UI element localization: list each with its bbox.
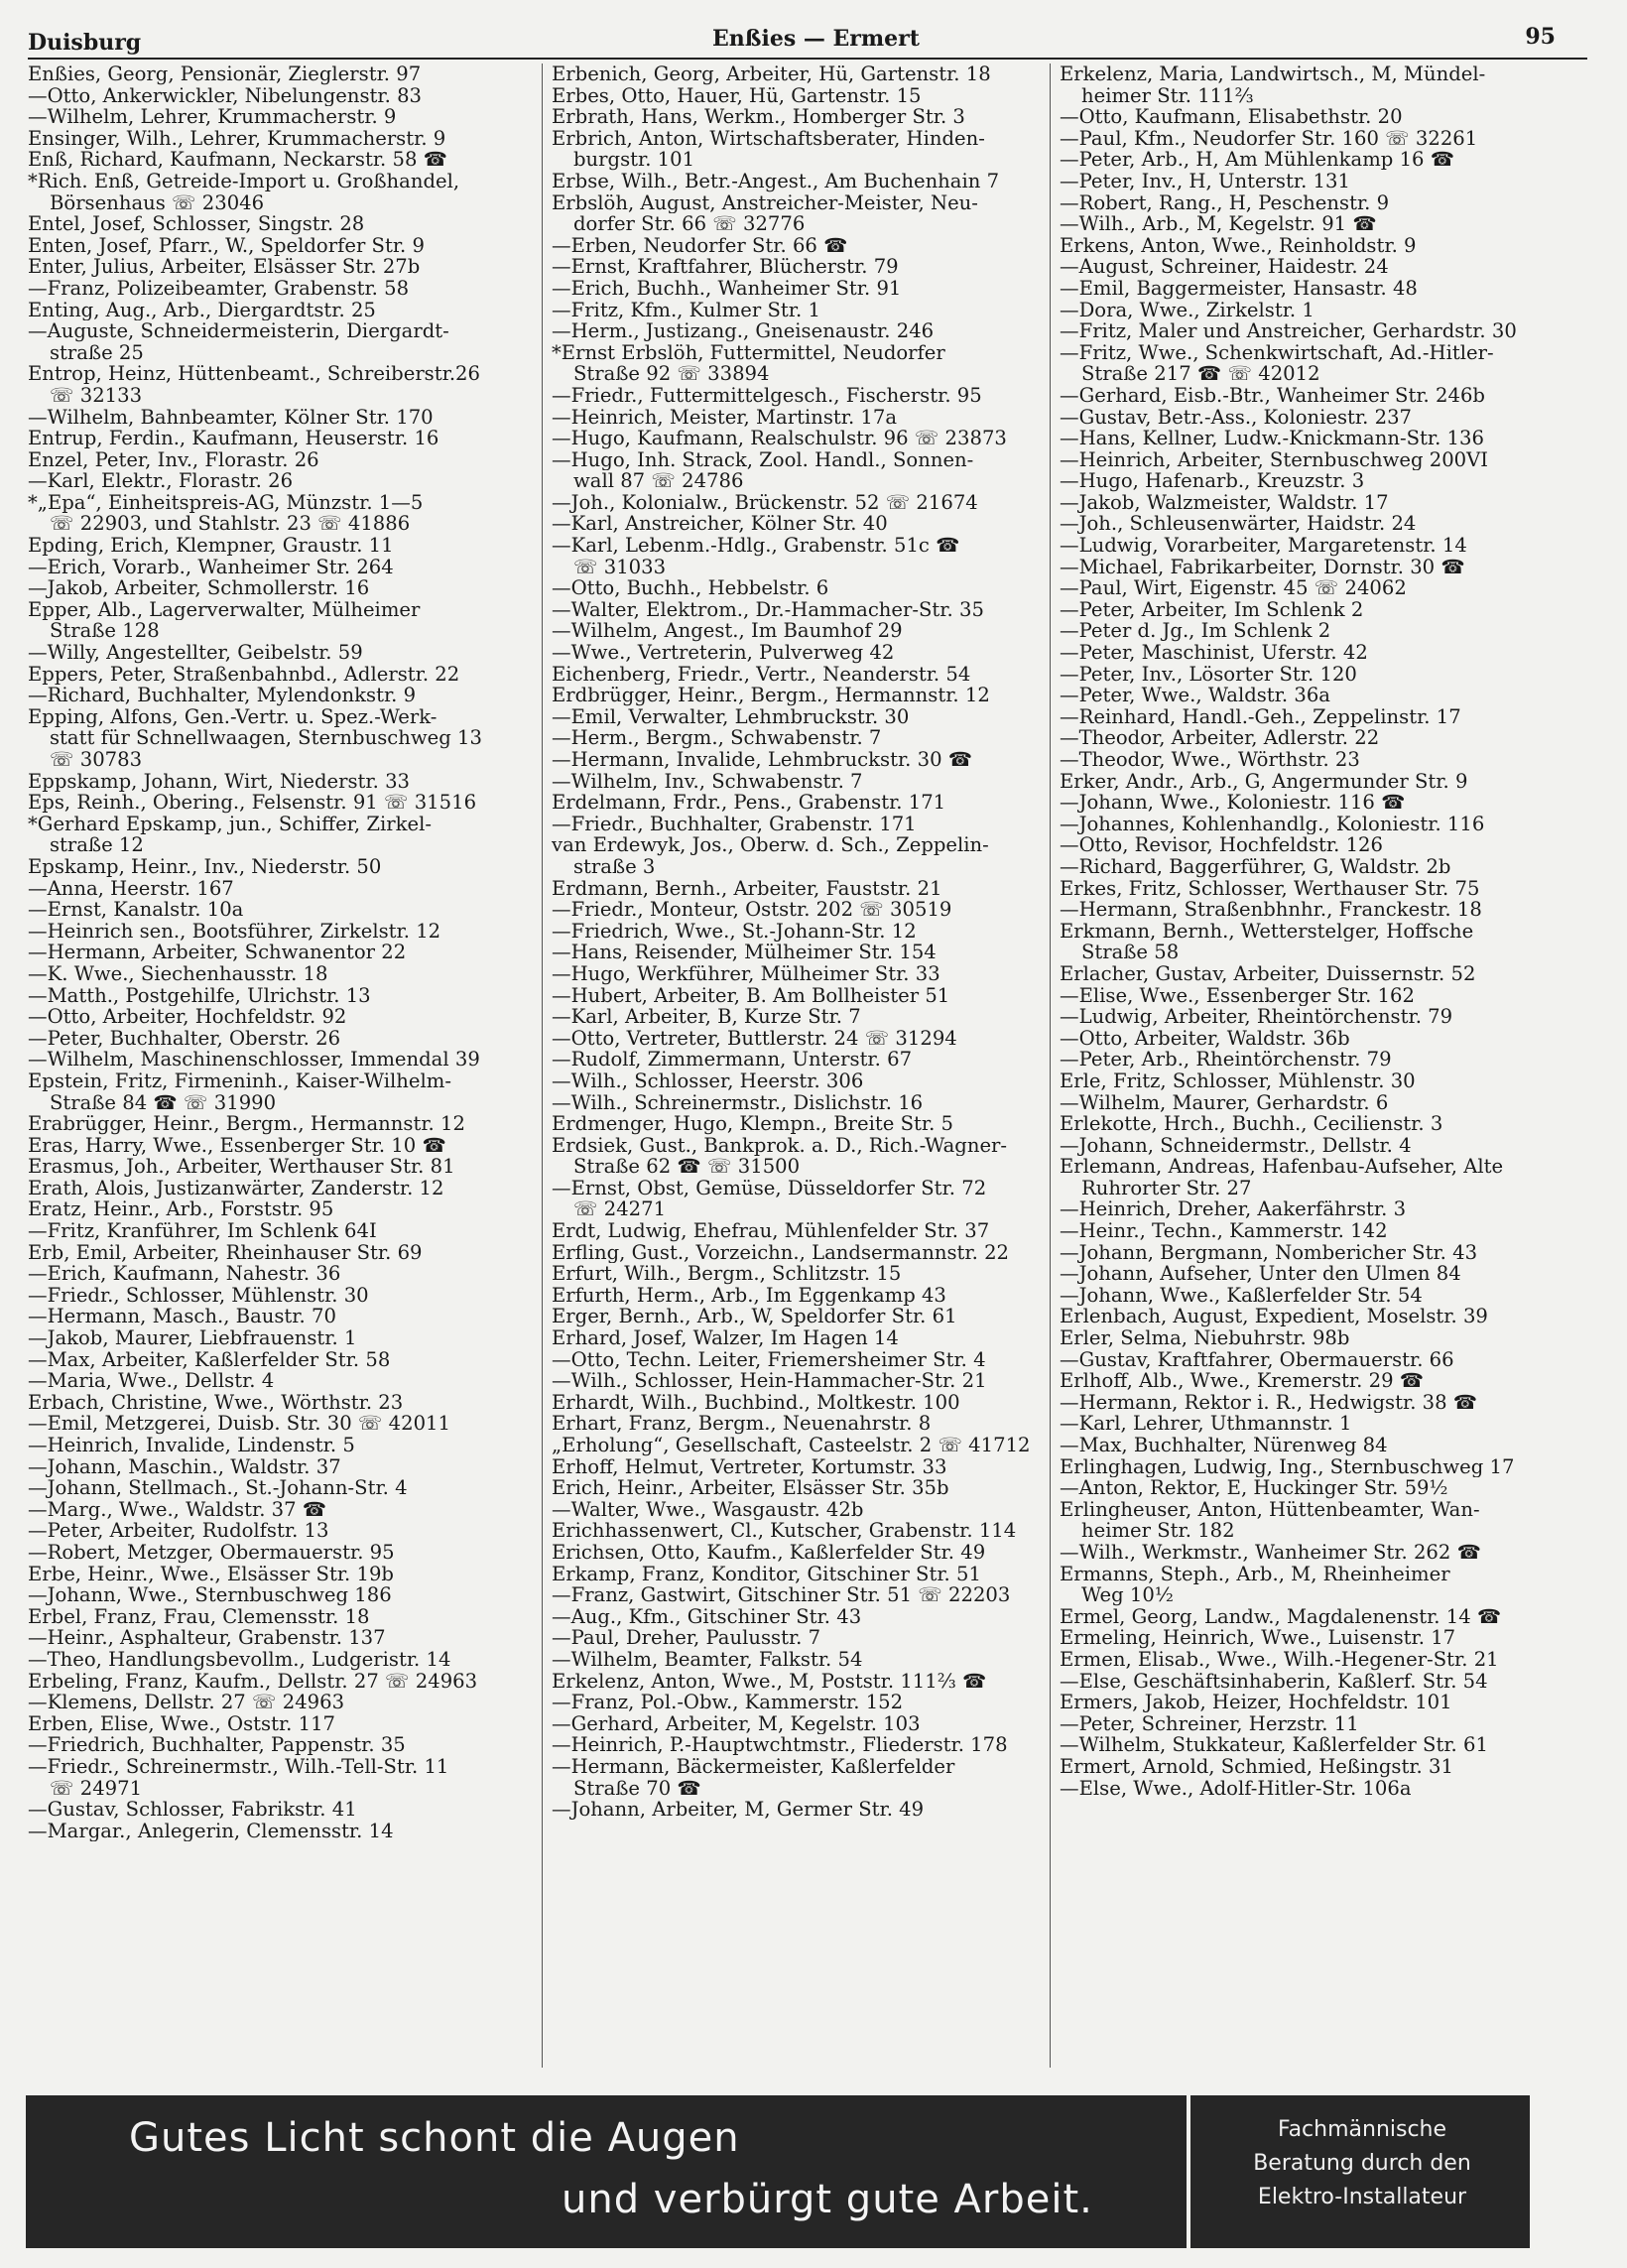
column-separator [542,63,543,2068]
directory-entry: Erkelenz, Maria, Landwirtsch., M, Mündel- [1060,63,1486,85]
entry-continuation: Straße 84 ☎ ☏ 31990 [50,1091,277,1114]
directory-entry: —Hugo, Hafenarb., Kreuzstr. 3 [1060,470,1365,492]
directory-entry: —Otto, Vertreter, Buttlerstr. 24 ☏ 31294 [552,1027,957,1050]
directory-entry: Erdmann, Bernh., Arbeiter, Fauststr. 21 [552,877,942,900]
directory-entry: —Elise, Wwe., Essenberger Str. 162 [1060,984,1415,1007]
directory-entry: Erbrich, Anton, Wirtschaftsberater, Hinden- [552,127,985,150]
directory-entry: Eras, Harry, Wwe., Essenberger Str. 10 ☎ [28,1134,446,1157]
directory-entry: Entel, Josef, Schlosser, Singstr. 28 [28,213,365,235]
directory-entry: Erkelenz, Anton, Wwe., M, Poststr. 111⅔ ☎ [552,1670,987,1693]
directory-entry: —Fritz, Maler und Anstreicher, Gerhardstr. 30 [1060,320,1517,342]
directory-entry: Erkes, Fritz, Schlosser, Werthauser Str. 75 [1060,877,1480,900]
entry-continuation: ☏ 30783 [50,749,143,771]
directory-entry: Erichsen, Otto, Kaufm., Kaßlerfelder Str. 49 [552,1541,986,1564]
entry-continuation: Straße 62 ☎ ☏ 31500 [573,1156,801,1178]
directory-entry: —Emil, Baggermeister, Hansastr. 48 [1060,277,1418,300]
directory-entry: —Erich, Buchh., Wanheimer Str. 91 [552,277,902,300]
directory-entry: —Klemens, Dellstr. 27 ☏ 24963 [28,1692,345,1713]
directory-entry: Erfurth, Herm., Arb., Im Eggenkamp 43 [552,1284,946,1307]
directory-entry: Erlinghagen, Ludwig, Ing., Sternbuschweg 17 [1060,1455,1515,1478]
directory-entry: —Hans, Kellner, Ludw.-Knickmann-Str. 136 [1060,428,1484,449]
directory-entry: —Walter, Wwe., Wasgaustr. 42b [552,1498,864,1521]
directory-entry: Epper, Alb., Lagerverwalter, Mülheimer [28,598,421,621]
directory-entry: —Johann, Arbeiter, M, Germer Str. 49 [552,1799,925,1821]
directory-entry: Epding, Erich, Klempner, Graustr. 11 [28,535,394,557]
directory-entry: Epskamp, Heinr., Inv., Niederstr. 50 [28,855,382,878]
directory-entry: Eratz, Heinr., Arb., Forststr. 95 [28,1198,334,1221]
directory-entry: —Jakob, Walzmeister, Waldstr. 17 [1060,491,1389,514]
entry-continuation: Straße 58 [1081,942,1180,963]
directory-entry: Enß, Richard, Kaufmann, Neckarstr. 58 ☎ [28,149,448,171]
directory-entry: —Otto, Kaufmann, Elisabethstr. 20 [1060,106,1403,128]
page-header [28,22,1587,62]
directory-entry: Erker, Andr., Arb., G, Angermunder Str. 9 [1060,770,1468,793]
directory-entry: Erbe, Heinr., Wwe., Elsässer Str. 19b [28,1563,394,1585]
directory-entry: —Otto, Buchh., Hebbelstr. 6 [552,577,829,599]
directory-entry: Erhardt, Wilh., Buchbind., Moltkestr. 100 [552,1391,960,1414]
entry-continuation: ☏ 22903, und Stahlstr. 23 ☏ 41886 [50,513,411,536]
directory-entry: „Erholung“, Gesellschaft, Casteelstr. 2 ☏ 41712 [552,1435,1031,1456]
directory-entry: —Johann, Stellmach., St.-Johann-Str. 4 [28,1477,408,1499]
directory-entry: Enten, Josef, Pfarr., W., Speldorfer Str. 9 [28,234,425,257]
directory-entry: —Otto, Revisor, Hochfeldstr. 126 [1060,834,1383,856]
directory-entry: Erhart, Franz, Bergm., Neuenahrstr. 8 [552,1413,932,1435]
directory-entry: —Joh., Schleusenwärter, Haidstr. 24 [1060,513,1417,536]
directory-entry: —Friedr., Futtermittelgesch., Fischerstr. 95 [552,384,982,407]
directory-entry: —Wilhelm, Stukkateur, Kaßlerfelder Str. 61 [1060,1734,1488,1756]
directory-entry: Erbrath, Hans, Werkm., Homberger Str. 3 [552,106,965,128]
directory-entry: —Jakob, Maurer, Liebfrauenstr. 1 [28,1327,357,1349]
directory-entry: Erkens, Anton, Wwe., Reinholdstr. 9 [1060,234,1417,257]
directory-entry: —Willy, Angestellter, Geibelstr. 59 [28,642,363,664]
directory-entry: —K. Wwe., Siechenhausstr. 18 [28,962,328,985]
directory-entry: —Ludwig, Vorarbeiter, Margaretenstr. 14 [1060,535,1467,557]
directory-entry: Erbes, Otto, Hauer, Hü, Gartenstr. 15 [552,84,922,107]
directory-entry: —Peter, Arb., Rheintörchenstr. 79 [1060,1049,1392,1071]
directory-entry: Erlekotte, Hrch., Buchh., Cecilienstr. 3 [1060,1113,1443,1135]
directory-entry: —Johannes, Kohlenhandlg., Koloniestr. 116 [1060,813,1485,835]
directory-entry: Erich, Heinr., Arbeiter, Elsässer Str. 35b [552,1477,949,1499]
directory-entry: Erlemann, Andreas, Hafenbau-Aufseher, Alte [1060,1156,1504,1178]
directory-entry: Ermel, Georg, Landw., Magdalenenstr. 14 ☎ [1060,1605,1502,1628]
entry-continuation: ☏ 32133 [50,384,143,407]
directory-entry: Erger, Bernh., Arb., W, Speldorfer Str. 61 [552,1306,957,1328]
directory-entry: Erbach, Christine, Wwe., Wörthstr. 23 [28,1391,404,1414]
directory-entry: —Emil, Verwalter, Lehmbruckstr. 30 [552,705,910,728]
directory-entry: —Heinrich, Arbeiter, Sternbuschweg 200VI [1060,448,1489,471]
directory-entry: Ensinger, Wilh., Lehrer, Krummacherstr. 9 [28,127,446,150]
directory-entry: —Friedr., Schlosser, Mühlenstr. 30 [28,1284,369,1307]
directory-entry: —Else, Geschäftsinhaberin, Kaßlerf. Str. 54 [1060,1670,1488,1693]
directory-entry: Erben, Elise, Wwe., Oststr. 117 [28,1712,336,1735]
advertisement-divider [1187,2095,1190,2248]
directory-entry: *Gerhard Epskamp, jun., Schiffer, Zirkel- [28,813,432,835]
sidebox-line: Elektro-Installateur [1257,2185,1467,2209]
directory-entry: *Ernst Erbslöh, Futtermittel, Neudorfer [552,341,945,364]
advertisement-slogan [26,2095,1183,2248]
header-range: Enßies — Ermert [712,26,920,52]
directory-entry: —Heinrich, Dreher, Aakerfährstr. 3 [1060,1198,1407,1221]
directory-entry: —Hugo, Inh. Strack, Zool. Handl., Sonnen- [552,448,974,471]
directory-entry: —Auguste, Schneidermeisterin, Diergardt- [28,320,449,342]
directory-entry: —Ernst, Obst, Gemüse, Düsseldorfer Str. 72 [552,1177,987,1199]
directory-entry: —Wilhelm, Bahnbeamter, Kölner Str. 170 [28,406,434,429]
directory-entry: —Friedr., Monteur, Oststr. 202 ☏ 30519 [552,899,952,921]
sidebox-line: Fachmännische [1277,2117,1447,2142]
directory-entry: Erfling, Gust., Vorzeichn., Landsermannstr. 22 [552,1241,1010,1264]
directory-entry: Erhoff, Helmut, Vertreter, Kortumstr. 33 [552,1455,947,1478]
directory-entry: —Wilh., Schreinermstr., Dislichstr. 16 [552,1091,924,1114]
directory-entry: —Gustav, Schlosser, Fabrikstr. 41 [28,1799,357,1821]
directory-entry: Erbse, Wilh., Betr.-Angest., Am Buchenhain 7 [552,170,1000,192]
slogan-line-2: und verbürgt gute Arbeit. [562,2177,1093,2222]
directory-entry: Erbeling, Franz, Kaufm., Dellstr. 27 ☏ 24963 [28,1670,478,1693]
directory-entry: Erlacher, Gustav, Arbeiter, Duissernstr. 52 [1060,962,1476,985]
directory-entry: —Wilhelm, Maurer, Gerhardstr. 6 [1060,1091,1389,1114]
entry-continuation: heimer Str. 111⅔ [1081,84,1254,107]
directory-entry: —Franz, Polizeibeamter, Grabenstr. 58 [28,277,410,300]
directory-entry: Erb, Emil, Arbeiter, Rheinhauser Str. 69 [28,1241,423,1264]
directory-entry: —Johann, Wwe., Koloniestr. 116 ☎ [1060,792,1406,814]
directory-entry: Eppers, Peter, Straßenbahnbd., Adlerstr. 22 [28,663,460,686]
directory-entry: —Heinr., Asphalteur, Grabenstr. 137 [28,1627,386,1649]
directory-entry: Erlhoff, Alb., Wwe., Kremerstr. 29 ☎ [1060,1370,1425,1392]
directory-entry: —Maria, Wwe., Dellstr. 4 [28,1370,275,1392]
directory-entry: —Heinrich, Invalide, Lindenstr. 5 [28,1435,355,1456]
entry-continuation: Weg 10½ [1081,1584,1174,1606]
directory-entry: —Wilhelm, Lehrer, Krummacherstr. 9 [28,106,397,128]
directory-entry: Erhard, Josef, Walzer, Im Hagen 14 [552,1327,899,1349]
directory-entry: —Fritz, Wwe., Schenkwirtschaft, Ad.-Hitler- [1060,341,1494,364]
directory-entry: —Walter, Elektrom., Dr.-Hammacher-Str. 35 [552,598,984,621]
advertisement-sidebox [1194,2113,1530,2214]
directory-entry: —Franz, Pol.-Obw., Kammerstr. 152 [552,1692,904,1713]
directory-entry: Erkmann, Bernh., Wetterstelger, Hoffsche [1060,920,1474,943]
directory-entry: —Paul, Dreher, Paulusstr. 7 [552,1627,821,1649]
directory-entry: —Johann, Wwe., Kaßlerfelder Str. 54 [1060,1284,1423,1307]
directory-entry: —Peter, Arbeiter, Im Schlenk 2 [1060,598,1364,621]
directory-entry: —Heinrich sen., Bootsführer, Zirkelstr. 12 [28,920,441,943]
directory-entry: —Max, Buchhalter, Nürenweg 84 [1060,1435,1388,1456]
directory-entry: —Gustav, Betr.-Ass., Koloniestr. 237 [1060,406,1413,429]
directory-entry: Enßies, Georg, Pensionär, Zieglerstr. 97 [28,63,422,85]
directory-entry: Enzel, Peter, Inv., Florastr. 26 [28,448,319,471]
directory-entry: Entrup, Ferdin., Kaufmann, Heuserstr. 16 [28,428,439,449]
directory-entry: —Peter, Inv., H, Unterstr. 131 [1060,170,1350,192]
entry-continuation: ☏ 24271 [573,1198,667,1221]
directory-entry: —Hermann, Straßenbhnhr., Franckestr. 18 [1060,899,1482,921]
directory-entry: —Richard, Baggerführer, G, Waldstr. 2b [1060,855,1451,878]
directory-entry: Erlenbach, August, Expedient, Moselstr. 39 [1060,1306,1488,1328]
directory-entry: —Theodor, Wwe., Wörthstr. 23 [1060,749,1360,771]
directory-entry: —Wilhelm, Inv., Schwabenstr. 7 [552,770,863,793]
sidebox-line: Beratung durch den [1253,2151,1471,2176]
directory-entry: —Wilhelm, Beamter, Falkstr. 54 [552,1648,863,1671]
directory-entry: —Peter, Inv., Lösorter Str. 120 [1060,663,1357,686]
directory-entry: —Hubert, Arbeiter, B. Am Bollheister 51 [552,984,950,1007]
directory-entry: —Karl, Anstreicher, Kölner Str. 40 [552,513,888,536]
directory-entry: —Wilh., Schlosser, Hein-Hammacher-Str. 21 [552,1370,987,1392]
directory-entry: —Michael, Fabrikarbeiter, Dornstr. 30 ☎ [1060,556,1465,578]
directory-entry: —Otto, Ankerwickler, Nibelungenstr. 83 [28,84,423,107]
directory-entry: —Ernst, Kraftfahrer, Blücherstr. 79 [552,256,899,278]
directory-entry: —Margar., Anlegerin, Clemensstr. 14 [28,1820,394,1842]
entry-continuation: heimer Str. 182 [1081,1520,1235,1542]
directory-entry: —Johann, Maschin., Waldstr. 37 [28,1455,341,1478]
directory-entry: —Otto, Techn. Leiter, Friemersheimer Str. 4 [552,1348,986,1371]
directory-entry: —Herm., Justizang., Gneisenaustr. 246 [552,320,935,342]
entry-continuation: Straße 217 ☎ ☏ 42012 [1081,363,1320,385]
directory-entry: Ermers, Jakob, Heizer, Hochfeldstr. 101 [1060,1692,1452,1713]
directory-entry: —Wwe., Vertreterin, Pulverweg 42 [552,642,895,664]
directory-entry: —Wilhelm, Maschinenschlosser, Immendal 39 [28,1049,480,1071]
directory-entry: —Fritz, Kranführer, Im Schlenk 64I [28,1220,377,1242]
directory-entry: —Rudolf, Zimmermann, Unterstr. 67 [552,1049,913,1071]
directory-entry: —Marg., Wwe., Waldstr. 37 ☎ [28,1498,327,1521]
directory-entry: —Heinrich, Meister, Martinstr. 17a [552,406,898,429]
directory-entry: Erfurt, Wilh., Bergm., Schlitzstr. 15 [552,1263,902,1285]
directory-entry: *Rich. Enß, Getreide-Import u. Großhandel, [28,170,460,192]
directory-entry: —Joh., Kolonialw., Brückenstr. 52 ☏ 21674 [552,491,978,514]
directory-entry: —Erich, Vorarb., Wanheimer Str. 264 [28,556,394,578]
directory-entry: —Hermann, Arbeiter, Schwanentor 22 [28,942,407,963]
directory-entry: —Gerhard, Arbeiter, M, Kegelstr. 103 [552,1712,921,1735]
directory-entry: —Dora, Wwe., Zirkelstr. 1 [1060,299,1314,321]
directory-entry: Epstein, Fritz, Firmeninh., Kaiser-Wilhelm- [28,1070,451,1092]
entry-continuation: statt für Schnellwaagen, Sternbuschweg 13 [50,727,482,749]
directory-entry: —Anton, Rektor, E, Huckinger Str. 59½ [1060,1477,1448,1499]
directory-entry: Erath, Alois, Justizanwärter, Zanderstr. 12 [28,1177,444,1199]
directory-entry: Ermen, Elisab., Wwe., Wilh.-Hegener-Str. 21 [1060,1648,1499,1671]
directory-entry: —Heinrich, P.-Hauptwchtmstr., Fliederstr. 178 [552,1734,1008,1756]
entry-continuation: burgstr. 101 [573,149,695,171]
directory-entry: Erbenich, Georg, Arbeiter, Hü, Gartenstr. 18 [552,63,991,85]
directory-entry: —Hugo, Kaufmann, Realschulstr. 96 ☏ 23873 [552,428,1007,449]
directory-entry: —Heinr., Techn., Kammerstr. 142 [1060,1220,1388,1242]
directory-entry: —Herm., Bergm., Schwabenstr. 7 [552,727,882,749]
directory-entry: —Karl, Lebenm.-Hdlg., Grabenstr. 51c ☎ [552,535,960,557]
entry-continuation: Ruhrorter Str. 27 [1081,1177,1252,1199]
directory-entry: Erichhassenwert, Cl., Kutscher, Grabenstr. 114 [552,1520,1017,1542]
entry-continuation: straße 3 [573,855,656,878]
directory-entry: —Friedr., Schreinermstr., Wilh.-Tell-Str. 11 [28,1755,449,1778]
directory-entry: —Johann, Aufseher, Unter den Ulmen 84 [1060,1263,1461,1285]
directory-entry: —Franz, Gastwirt, Gitschiner Str. 51 ☏ 22203 [552,1584,1011,1606]
directory-entry: —Wilh., Werkmstr., Wanheimer Str. 262 ☎ [1060,1541,1481,1564]
directory-entry: —Erich, Kaufmann, Nahestr. 36 [28,1263,341,1285]
directory-entry: —Hermann, Invalide, Lehmbruckstr. 30 ☎ [552,749,973,771]
directory-entry: —Erben, Neudorfer Str. 66 ☎ [552,234,848,257]
directory-entry: —Peter d. Jg., Im Schlenk 2 [1060,620,1331,643]
directory-entry: —Johann, Wwe., Sternbuschweg 186 [28,1584,392,1606]
entry-continuation: straße 12 [50,834,144,856]
directory-entry: Enting, Aug., Arb., Diergardtstr. 25 [28,299,376,321]
slogan-line-1: Gutes Licht schont die Augen [129,2115,740,2161]
directory-entry: —Johann, Schneidermstr., Dellstr. 4 [1060,1134,1412,1157]
directory-entry: —Johann, Bergmann, Nombericher Str. 43 [1060,1241,1478,1264]
directory-entry: Erasmus, Joh., Arbeiter, Werthauser Str. 81 [28,1156,455,1178]
directory-entry: —Wilhelm, Angest., Im Baumhof 29 [552,620,903,643]
directory-entry: —Richard, Buchhalter, Mylendonkstr. 9 [28,685,417,706]
directory-entry: —Emil, Metzgerei, Duisb. Str. 30 ☏ 42011 [28,1413,450,1435]
directory-entry: —Otto, Arbeiter, Hochfeldstr. 92 [28,1006,347,1028]
page-number: 95 [1525,24,1556,50]
column-2 [552,63,1046,2068]
directory-entry: —Aug., Kfm., Gitschiner Str. 43 [552,1605,862,1628]
column-3 [1060,63,1595,2068]
header-rule [28,58,1587,60]
directory-entry: Erkamp, Franz, Konditor, Gitschiner Str. 51 [552,1563,981,1585]
directory-entry: —Wilh., Arb., M, Kegelstr. 91 ☎ [1060,213,1377,235]
directory-entry: —Theo, Handlungsbevollm., Ludgeristr. 14 [28,1648,451,1671]
directory-entry: Ermeling, Heinrich, Wwe., Luisenstr. 17 [1060,1627,1456,1649]
directory-entry: Erbslöh, August, Anstreicher-Meister, Neu- [552,191,978,214]
directory-entry: —Hermann, Rektor i. R., Hedwigstr. 38 ☎ [1060,1391,1478,1414]
directory-entry: Erdt, Ludwig, Ehefrau, Mühlenfelder Str. 37 [552,1220,990,1242]
directory-entry: —Peter, Arbeiter, Rudolfstr. 13 [28,1520,329,1542]
directory-entry: —Gerhard, Eisb.-Btr., Wanheimer Str. 246b [1060,384,1485,407]
directory-entry: —Otto, Arbeiter, Waldstr. 36b [1060,1027,1350,1050]
directory-entry: —Friedrich, Buchhalter, Pappenstr. 35 [28,1734,406,1756]
directory-entry: —Friedrich, Wwe., St.-Johann-Str. 12 [552,920,917,943]
directory-entry: van Erdewyk, Jos., Oberw. d. Sch., Zeppelin- [552,834,989,856]
directory-entry: —Max, Arbeiter, Kaßlerfelder Str. 58 [28,1348,391,1371]
directory-entry: Eppskamp, Johann, Wirt, Niederstr. 33 [28,770,411,793]
entry-continuation: Straße 70 ☎ [573,1777,701,1800]
directory-entry: —August, Schreiner, Haidestr. 24 [1060,256,1389,278]
directory-entry: —Ludwig, Arbeiter, Rheintörchenstr. 79 [1060,1006,1453,1028]
directory-entry: —Hugo, Werkführer, Mülheimer Str. 33 [552,962,940,985]
directory-entry: Erabrügger, Heinr., Bergm., Hermannstr. 12 [28,1113,465,1135]
entry-continuation: ☏ 31033 [573,556,667,578]
directory-entry: —Ernst, Kanalstr. 10a [28,899,244,921]
directory-entry: —Peter, Arb., H, Am Mühlenkamp 16 ☎ [1060,149,1455,171]
advertisement-banner [26,2095,1530,2248]
directory-entry: Enter, Julius, Arbeiter, Elsässer Str. 27b [28,256,421,278]
directory-entry: Ermanns, Steph., Arb., M, Rheinheimer [1060,1563,1450,1585]
directory-entry: —Wilh., Schlosser, Heerstr. 306 [552,1070,864,1092]
entry-continuation: wall 87 ☏ 24786 [573,470,744,492]
header-city: Duisburg [28,30,142,56]
directory-entry: Ermert, Arnold, Schmied, Heßingstr. 31 [1060,1755,1453,1778]
entry-continuation: Straße 128 [50,620,160,643]
directory-entry: —Friedr., Buchhalter, Grabenstr. 171 [552,813,917,835]
directory-entry: Erlingheuser, Anton, Hüttenbeamter, Wan- [1060,1498,1480,1521]
column-separator [1050,63,1051,2068]
directory-entry: —Reinhard, Handl.-Geh., Zeppelinstr. 17 [1060,705,1461,728]
directory-entry: —Hans, Reisender, Mülheimer Str. 154 [552,942,937,963]
directory-entry: Erbel, Franz, Frau, Clemensstr. 18 [28,1605,370,1628]
directory-entry: —Hermann, Bäckermeister, Kaßlerfelder [552,1755,955,1778]
directory-entry: Erdmenger, Hugo, Klempn., Breite Str. 5 [552,1113,953,1135]
directory-entry: —Peter, Buchhalter, Oberstr. 26 [28,1027,341,1050]
directory-entry: —Robert, Metzger, Obermauerstr. 95 [28,1541,395,1564]
entry-continuation: straße 25 [50,341,144,364]
directory-entry: Erdelmann, Frdr., Pens., Grabenstr. 171 [552,792,946,814]
directory-entry: —Theodor, Arbeiter, Adlerstr. 22 [1060,727,1380,749]
directory-entry: *„Epa“, Einheitspreis-AG, Münzstr. 1—5 [28,491,424,514]
directory-entry: —Else, Wwe., Adolf-Hitler-Str. 106a [1060,1777,1412,1800]
entry-continuation: Straße 92 ☏ 33894 [573,363,770,385]
directory-entry: Erle, Fritz, Schlosser, Mühlenstr. 30 [1060,1070,1416,1092]
directory-entry: —Peter, Schreiner, Herzstr. 11 [1060,1712,1359,1735]
directory-entry: Eichenberg, Friedr., Vertr., Neanderstr. 54 [552,663,971,686]
directory-entry: Erdsiek, Gust., Bankprok. a. D., Rich.-Wagner- [552,1134,1008,1157]
directory-entry: —Gustav, Kraftfahrer, Obermauerstr. 66 [1060,1348,1454,1371]
entry-continuation: Börsenhaus ☏ 23046 [50,191,265,214]
entry-continuation: dorfer Str. 66 ☏ 32776 [573,213,806,235]
directory-entry: Entrop, Heinz, Hüttenbeamt., Schreiberstr.26 [28,363,480,385]
directory-entry: —Peter, Wwe., Waldstr. 36a [1060,685,1330,706]
directory-entry: —Robert, Rang., H, Peschenstr. 9 [1060,191,1390,214]
directory-entry: Eps, Reinh., Obering., Felsenstr. 91 ☏ 31516 [28,792,477,814]
directory-entry: —Paul, Wirt, Eigenstr. 45 ☏ 24062 [1060,577,1407,599]
directory-entry: Erdbrügger, Heinr., Bergm., Hermannstr. 12 [552,685,990,706]
directory-entry: —Hermann, Masch., Baustr. 70 [28,1306,336,1328]
directory-entry: Epping, Alfons, Gen.-Vertr. u. Spez.-Werk- [28,705,438,728]
directory-entry: —Peter, Maschinist, Uferstr. 42 [1060,642,1368,664]
directory-entry: Erler, Selma, Niebuhrstr. 98b [1060,1327,1350,1349]
directory-entry: —Karl, Arbeiter, B, Kurze Str. 7 [552,1006,861,1028]
directory-entry: —Karl, Lehrer, Uthmannstr. 1 [1060,1413,1352,1435]
column-1 [28,63,542,2068]
directory-entry: —Anna, Heerstr. 167 [28,877,234,900]
directory-entry: —Paul, Kfm., Neudorfer Str. 160 ☏ 32261 [1060,127,1478,150]
directory-entry: —Karl, Elektr., Florastr. 26 [28,470,294,492]
directory-entry: —Matth., Postgehilfe, Ulrichstr. 13 [28,984,371,1007]
directory-entry: —Fritz, Kfm., Kulmer Str. 1 [552,299,820,321]
directory-entry: —Jakob, Arbeiter, Schmollerstr. 16 [28,577,370,599]
entry-continuation: ☏ 24971 [50,1777,143,1800]
